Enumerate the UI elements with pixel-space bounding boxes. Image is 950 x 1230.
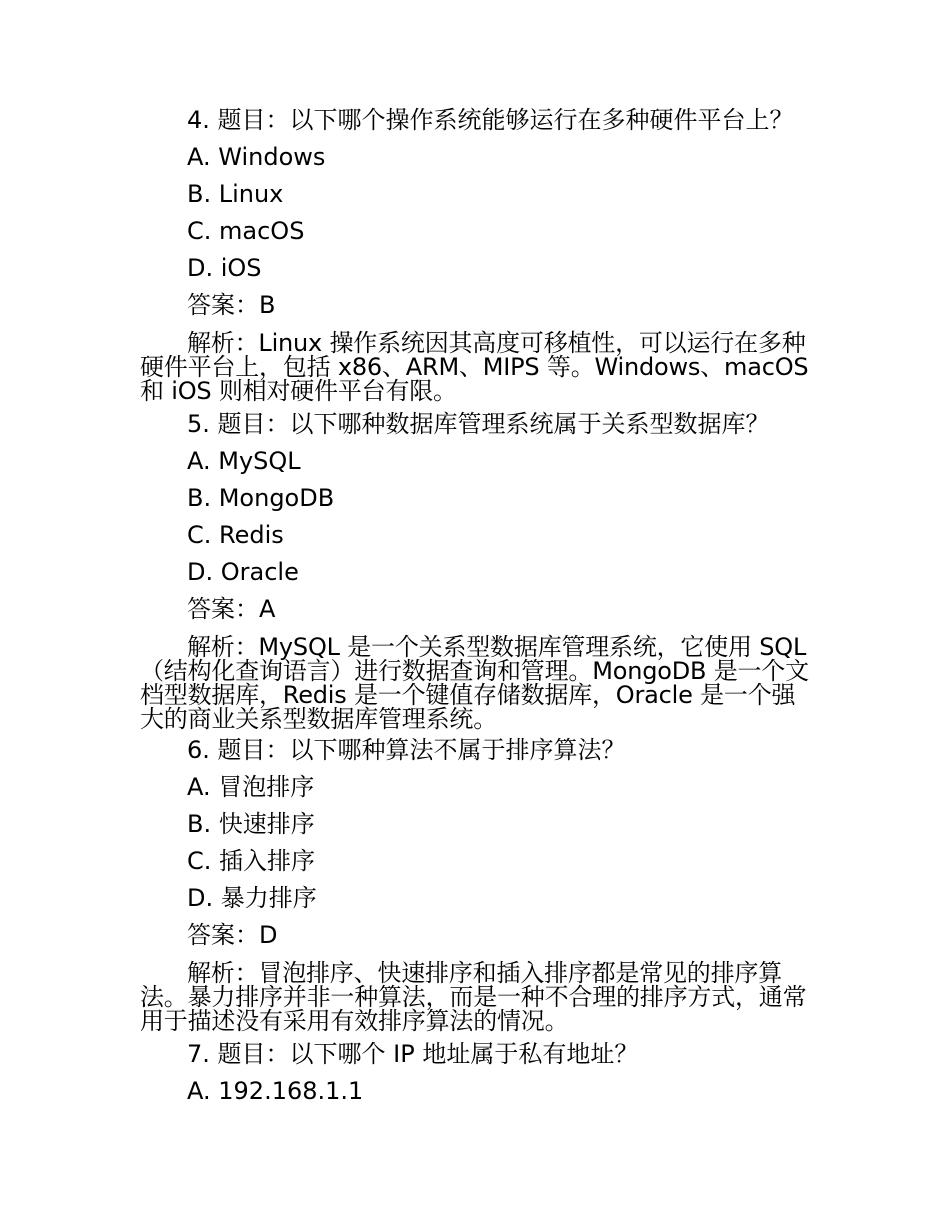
- question-4-option-d: D. iOS: [187, 254, 262, 282]
- question-5-option-a: A. MySQL: [187, 447, 301, 475]
- question-7-option-a: A. 192.168.1.1: [187, 1077, 364, 1105]
- question-6-option-a: A. 冒泡排序: [187, 773, 315, 801]
- question-4-explanation: 解析：Linux 操作系统因其高度可移植性，可以运行在多种硬件平台上，包括 x86、ARM、MIPS 等。Windows、macOS 和 iOS 则相对硬件平台有限。: [140, 329, 809, 405]
- question-6-stem: 6. 题目：以下哪种算法不属于排序算法？: [187, 736, 626, 764]
- question-4-answer: 答案：B: [187, 291, 276, 319]
- question-4-option-b: B. Linux: [187, 180, 284, 208]
- question-5-option-d: D. Oracle: [187, 558, 299, 586]
- question-6-option-d: D. 暴力排序: [187, 884, 317, 912]
- question-5-option-c: C. Redis: [187, 521, 284, 549]
- question-6-answer: 答案：D: [187, 921, 278, 949]
- question-7-stem: 7. 题目：以下哪个 IP 地址属于私有地址？: [187, 1040, 639, 1068]
- question-5-option-b: B. MongoDB: [187, 484, 335, 512]
- question-5-answer: 答案：A: [187, 595, 276, 623]
- question-4-stem: 4. 题目：以下哪个操作系统能够运行在多种硬件平台上？: [187, 106, 794, 134]
- question-4-option-a: A. Windows: [187, 143, 326, 171]
- question-6-option-c: C. 插入排序: [187, 847, 316, 875]
- question-4-option-c: C. macOS: [187, 217, 305, 245]
- question-6-explanation: 解析：冒泡排序、快速排序和插入排序都是常见的排序算法。暴力排序并非一种算法，而是一种不合理的排序方式，通常用于描述没有采用有效排序算法的情况。: [140, 959, 807, 1035]
- question-5-explanation: 解析：MySQL 是一个关系型数据库管理系统，它使用 SQL（结构化查询语言）进行数据查询和管理。MongoDB 是一个文档型数据库，Redis 是一个键值存储数据库，Oracle 是一个强大的商业关系型数据库管理系统。: [140, 633, 809, 733]
- question-6-option-b: B. 快速排序: [187, 810, 315, 838]
- question-5-stem: 5. 题目：以下哪种数据库管理系统属于关系型数据库？: [187, 410, 770, 438]
